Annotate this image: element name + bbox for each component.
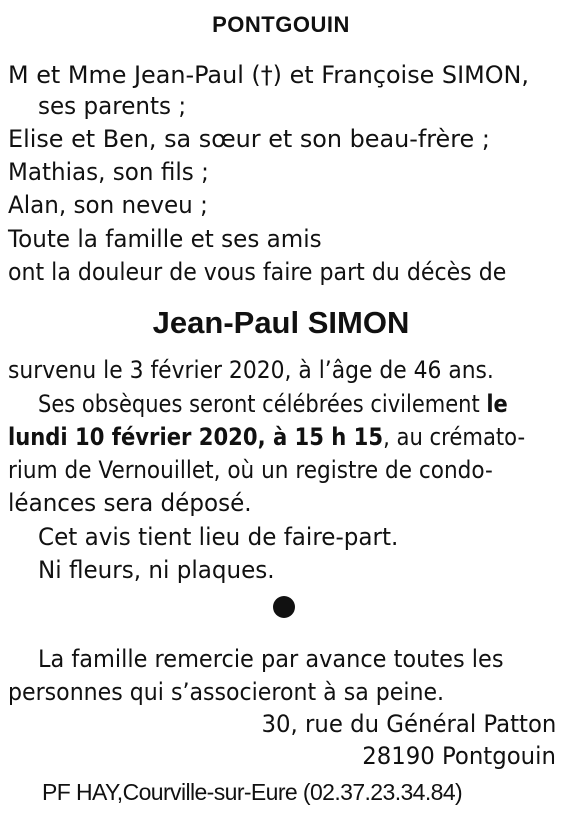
address-city: 28190 Pontgouin — [362, 742, 556, 770]
family-line-parents: M et Mme Jean-Paul (†) et Françoise SIMON, — [8, 61, 529, 89]
family-line-announcement: ont la douleur de vous faire part du décès de — [8, 258, 507, 286]
details-line-funeral — [38, 389, 508, 419]
deceased-name: Jean-Paul SIMON — [152, 305, 410, 340]
thanks-line-2: personnes qui s’associeront à sa peine. — [8, 678, 445, 706]
funeral-location-start: , au crémato- — [383, 423, 526, 451]
family-line-siblings: Elise et Ben, sa sœur et son beau-frère ; — [8, 125, 490, 153]
funeral-home-footer: PF HAY,Courville-sur-Eure (02.37.23.34.84) — [42, 779, 463, 805]
family-line-all: Toute la famille et ses amis — [8, 225, 322, 253]
family-line-son: Mathias, son fils ; — [8, 158, 209, 186]
details-line-register: léances sera déposé. — [8, 489, 252, 517]
details-line-datetime — [8, 422, 525, 452]
funeral-date-start: le — [486, 390, 508, 418]
family-line-nephew: Alan, son neveu ; — [8, 191, 208, 219]
address-street: 30, rue du Général Patton — [261, 710, 556, 738]
thanks-line-1: La famille remercie par avance toutes les — [38, 645, 504, 673]
funeral-datetime: lundi 10 février 2020, à 15 h 15 — [8, 423, 384, 451]
family-line-parents-role: ses parents ; — [38, 92, 187, 120]
details-line-date: survenu le 3 février 2020, à l’âge de 46 ans. — [8, 356, 494, 384]
details-line-flowers: Ni fleurs, ni plaques. — [38, 556, 275, 584]
town-heading: PONTGOUIN — [212, 12, 350, 37]
details-line-notice: Cet avis tient lieu de faire-part. — [38, 523, 399, 551]
funeral-text: Ses obsèques seront célébrées civilement — [38, 390, 487, 418]
details-line-location: rium de Vernouillet, où un registre de condo- — [8, 456, 493, 484]
separator-bullet — [273, 596, 295, 618]
